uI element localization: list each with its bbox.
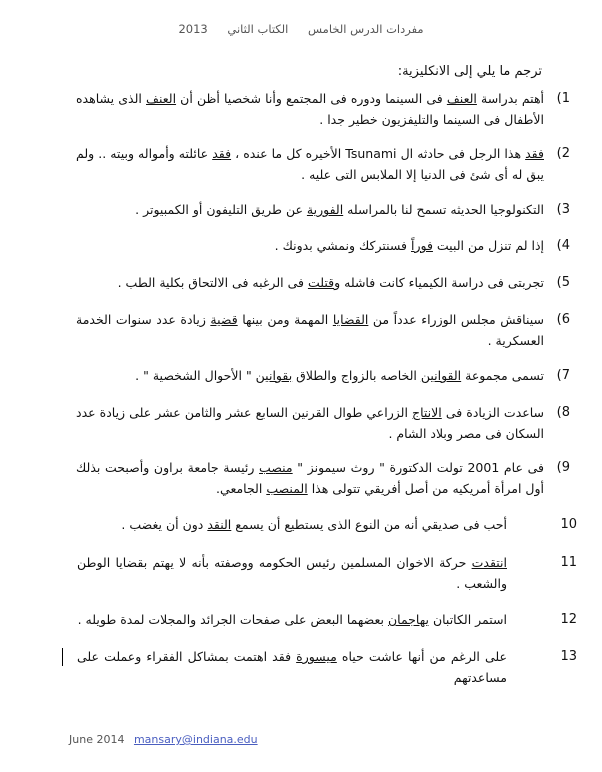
text-segment: فسنتركك ونمشي بدونك . [274,238,411,253]
underlined-term: النقد [207,517,232,532]
list-item [76,199,570,220]
list-item [76,143,570,185]
item-number: (9 [556,460,570,475]
item-text [78,612,507,627]
list-item [77,646,577,688]
item-text [121,517,507,532]
item-text [135,368,544,383]
text-segment: الجامعي. [216,481,267,496]
item-number: (2 [556,146,570,161]
item-number: 11 [560,555,577,570]
text-segment: أهتم بدراسة [476,91,545,106]
list-item [77,514,577,535]
instruction: ترجم ما يلي إلى الانكليزية: [397,64,542,79]
page-header [0,22,602,36]
underlined-term: قضية [210,312,238,327]
item-text [76,91,544,127]
item-text [76,460,544,496]
text-segment: الذى يشاهده الأطفال فى السينما والتليفزيون خطير جدا . [76,91,544,127]
underlined-term: القضايا [332,312,369,327]
page-footer [69,733,258,746]
list-item [76,402,570,444]
text-segment: المهمة ومن بينها [237,312,333,327]
underlined-term: ميسورة [296,649,337,664]
item-text [76,405,544,441]
text-segment: هذا الرجل فى حادثه ال Tsunami الأخيره كل ما عنده ، [231,146,526,161]
underlined-term: العنف [146,91,177,106]
underlined-term: القوانين [420,368,462,383]
text-segment: إذا لم تنزل من البيت [432,238,544,253]
text-cursor [62,648,63,666]
item-number: (7 [556,368,570,383]
text-segment: الزراعي طوال القرنين السابع عشر والثامن عشر على زيادة عدد السكان فى مصر وبلاد الشام . [76,405,544,441]
text-segment: تجربتى فى دراسة الكيمياء كانت فاشله و [334,275,544,290]
item-number: (3 [556,202,570,217]
text-segment: استمر الكاتبان [428,612,507,627]
item-text [76,146,544,182]
item-number: (8 [556,405,570,420]
underlined-term: قتلت [307,275,335,290]
text-segment: دون أن يغضب . [121,517,208,532]
underlined-term: العنف [446,91,477,106]
text-segment: حركة الاخوان المسلمين رئيس الحكومه ووصفته بأنه لا يهتم بقضايا الوطن والشعب . [77,555,507,591]
header-book: الكتاب الثاني [227,22,289,36]
footer-email-link[interactable]: mansary@indiana.edu [133,733,258,746]
item-number: (6 [556,312,570,327]
underlined-term: فقد [212,146,232,161]
underlined-term: انتقدت [471,555,507,570]
item-text [275,238,544,253]
list-item [76,365,570,386]
text-segment: " الأحوال الشخصية " . [135,368,256,383]
list-item [76,309,570,351]
item-text [76,312,544,348]
underlined-term: فقد [525,146,544,161]
text-segment: بعضهما البعض على صفحات الجرائد والمجلات لمدة طويله . [77,612,388,627]
text-segment: على الرغم من أنها عاشت حياه [336,649,507,664]
list-item [76,272,570,293]
item-number: 10 [560,517,577,532]
text-segment: أحب فى صديقي أنه من النوع الذى يستطيع أن يسمع [231,517,507,532]
list-item [76,235,570,256]
text-segment: فقد اهتمت بمشاكل الفقراء وعملت على مساعدتهم [77,649,507,685]
text-segment: عائلته وأمواله وبيته .. ولم يبق له أى شئ فى الدنيا إلا الملابس التى عليه . [76,146,544,182]
underlined-term: يهاجمان [387,612,429,627]
underlined-term: بقوانين [255,368,293,383]
item-text [77,555,507,591]
item-text [77,649,507,685]
underlined-term: الفورية [306,202,344,217]
item-number: (1 [556,91,570,106]
underlined-term: منصب [259,460,293,475]
text-segment: التكنولوجيا الحديثه تسمح لنا بالمراسله [343,202,544,217]
header-year: 2013 [178,22,208,36]
underlined-term: الانتاج [412,405,442,420]
item-number: 13 [560,649,577,664]
item-number: (5 [556,275,570,290]
text-segment: زيادة عدد سنوات الخدمة العسكرية . [76,312,544,348]
text-segment: ساعدت الزيادة فى [441,405,544,420]
list-item [77,552,577,594]
footer-date: June 2014 [69,733,125,746]
text-segment: فى عام 2001 تولت الدكتورة " روث سيمونز " [292,460,544,475]
text-segment: فى السينما ودوره فى المجتمع وأنا شخصيا أظن أن [176,91,447,106]
item-text [118,275,544,290]
text-segment: تسمى مجموعة [461,368,544,383]
text-segment: الخاصه بالزواج والطلاق [292,368,421,383]
list-item [76,88,570,130]
text-segment: عن طريق التليفون أو الكمبيوتر . [135,202,307,217]
list-item [76,457,570,499]
item-number: 12 [560,612,577,627]
underlined-term: فوراً [410,238,433,253]
text-segment: سيناقش مجلس الوزراء عدداً من [368,312,544,327]
underlined-term: المنصب [266,481,308,496]
text-segment: فى الرغبه فى الالتحاق بكلية الطب . [117,275,308,290]
item-number: (4 [556,238,570,253]
list-item [77,609,577,630]
text-segment: رئيسة جامعة براون وأصبحت بذلك أول امرأة أمريكيه من أصل أفريقي تتولى هذا [76,460,544,496]
item-text [135,202,544,217]
header-lesson: مفردات الدرس الخامس [308,22,424,36]
